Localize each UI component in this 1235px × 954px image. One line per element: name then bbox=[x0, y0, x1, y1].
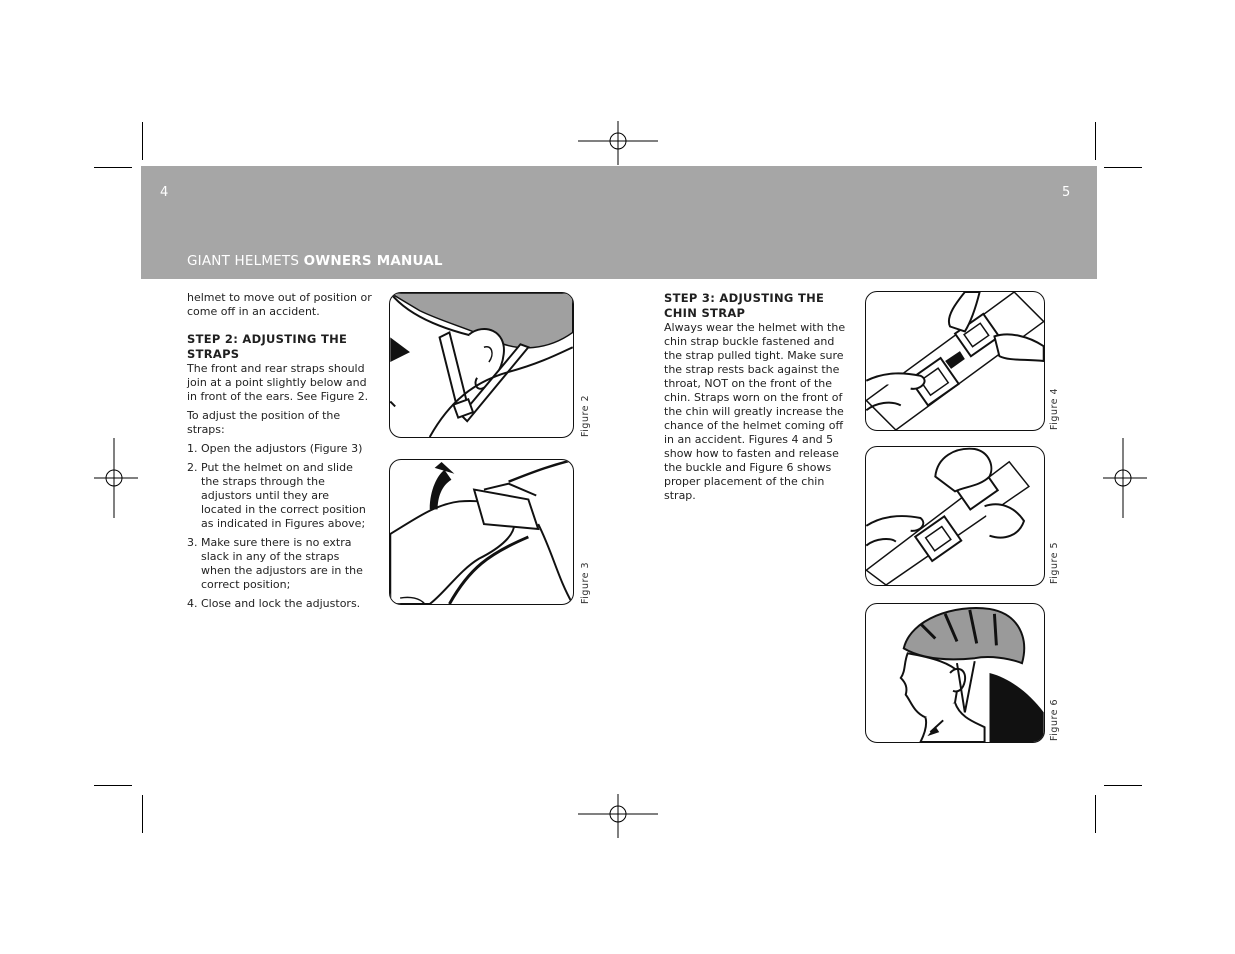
registration-mark-top bbox=[578, 121, 658, 165]
crop-mark bbox=[1104, 785, 1142, 786]
step3-paragraph: Always wear the helmet with the chin strap buckle fastened and the strap pulled tight. Make sure the strap rests back against the throat, NOT on the front of the chin. Straps worn on the front of the chin will greatly increase the chance of the helmet coming off in an accident. Figures 4 and 5 show how to fasten and release the buckle and Figure 6 shows proper placement of the chin strap. bbox=[664, 321, 846, 502]
manual-title bbox=[187, 253, 443, 269]
registration-mark-right bbox=[1103, 438, 1147, 518]
figure-3-illustration bbox=[389, 459, 574, 605]
page-number-right: 5 bbox=[1062, 185, 1071, 200]
crop-mark bbox=[1095, 795, 1096, 833]
figure-5-illustration bbox=[865, 446, 1045, 586]
step2-list bbox=[187, 442, 372, 611]
list-item: 4. Close and lock the adjustors. bbox=[187, 597, 361, 610]
figure-2-illustration bbox=[389, 292, 574, 438]
step2-heading: STEP 2: ADJUSTING THE STRAPS bbox=[187, 332, 348, 361]
crop-mark bbox=[94, 167, 132, 168]
manual-name: OWNERS MANUAL bbox=[303, 253, 443, 269]
brand-name: GIANT HELMETS bbox=[187, 253, 300, 269]
figure-3-label: Figure 3 bbox=[580, 561, 591, 604]
page-number-left: 4 bbox=[160, 185, 169, 200]
list-item: 1. Open the adjustors (Figure 3) bbox=[187, 442, 363, 455]
figure-4-illustration bbox=[865, 291, 1045, 431]
crop-mark bbox=[94, 785, 132, 786]
figure-5-label: Figure 5 bbox=[1049, 541, 1060, 584]
step2-paragraph-1: The front and rear straps should join at a point slightly below and in front of the ears. See Figure 2. bbox=[187, 362, 369, 403]
crop-mark bbox=[142, 122, 143, 160]
figure-4-label: Figure 4 bbox=[1049, 387, 1060, 430]
figure-6-illustration bbox=[865, 603, 1045, 743]
right-column bbox=[664, 291, 846, 508]
crop-mark bbox=[1104, 167, 1142, 168]
left-column bbox=[187, 291, 372, 616]
figure-6-label: Figure 6 bbox=[1049, 698, 1060, 741]
step2-paragraph-2: To adjust the position of the straps: bbox=[187, 409, 341, 436]
list-item: 3. Make sure there is no extra slack in any of the straps when the adjustors are in the correct position; bbox=[187, 536, 363, 591]
step3-heading: STEP 3: ADJUSTING THE CHIN STRAP bbox=[664, 291, 825, 320]
intro-text: helmet to move out of position or come off in an accident. bbox=[187, 291, 372, 318]
registration-mark-left bbox=[94, 438, 138, 518]
crop-mark bbox=[142, 795, 143, 833]
figure-2-label: Figure 2 bbox=[580, 394, 591, 437]
registration-mark-bottom bbox=[578, 794, 658, 838]
list-item: 2. Put the helmet on and slide the straps through the adjustors until they are located in the correct position as indicated in Figures above; bbox=[187, 461, 366, 530]
crop-mark bbox=[1095, 122, 1096, 160]
